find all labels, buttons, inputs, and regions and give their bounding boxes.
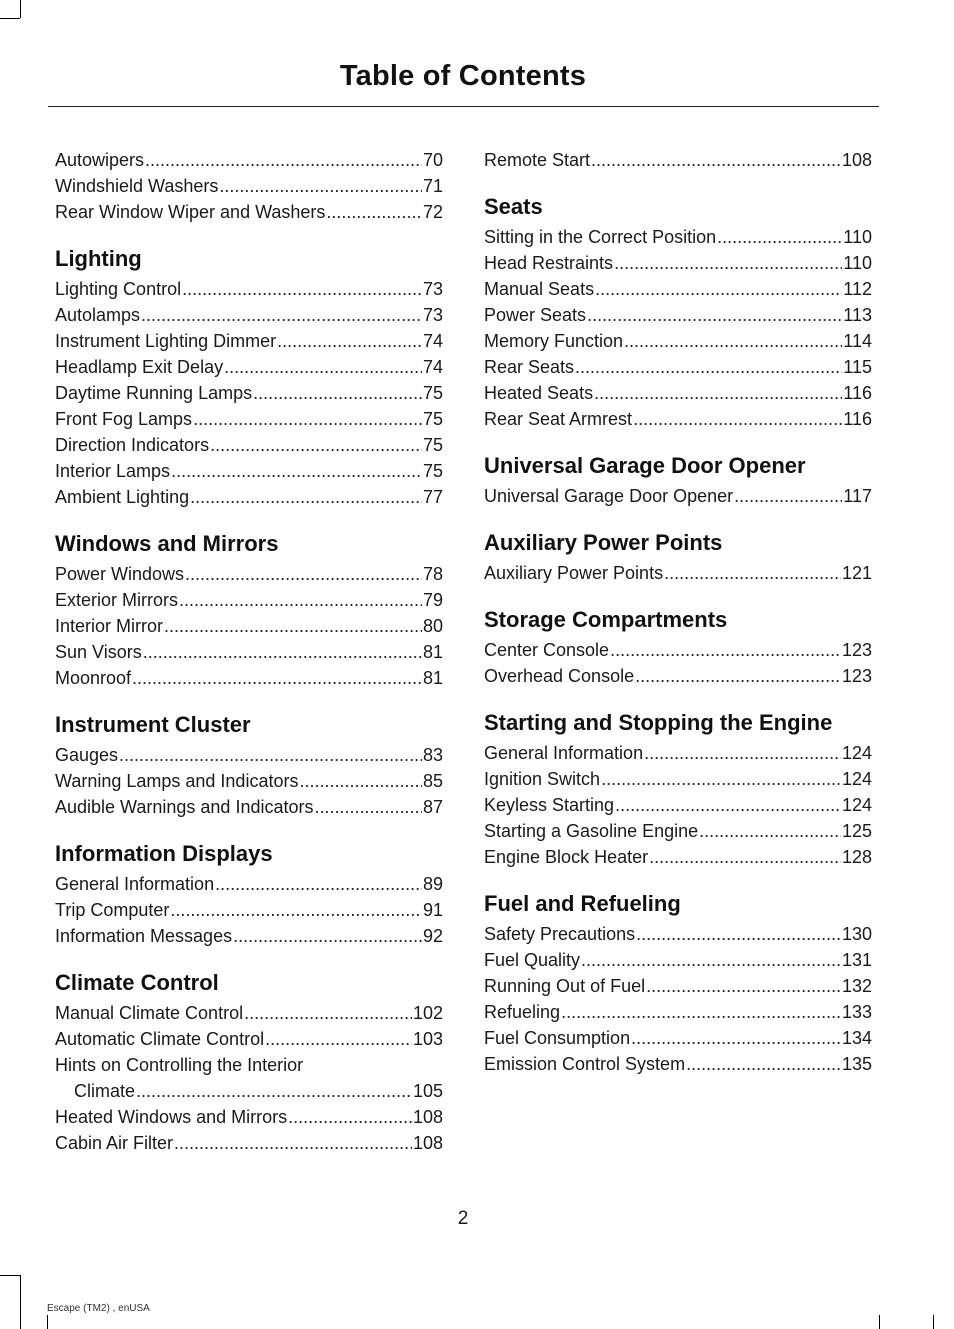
dot-leader [686, 1051, 841, 1077]
entry-page-number: 75 [422, 409, 443, 429]
toc-entry[interactable] [55, 794, 443, 820]
section-heading: Storage Compartments [484, 607, 728, 632]
entry-title: Fuel Consumption [484, 1028, 631, 1048]
entry-page-number: 87 [422, 797, 443, 817]
entry-title: Exterior Mirrors [55, 590, 179, 610]
entry-page-number: 77 [422, 487, 443, 507]
dot-leader [717, 224, 842, 250]
entry-title: Running Out of Fuel [484, 976, 646, 996]
entry-title: Ignition Switch [484, 769, 601, 789]
entry-page-number: 73 [422, 305, 443, 325]
page-number: 2 [457, 1208, 469, 1229]
entry-page-number: 133 [841, 1002, 872, 1022]
toc-entry[interactable] [55, 484, 443, 510]
entry-title: Lighting Control [55, 279, 182, 299]
toc-entry[interactable] [55, 1026, 443, 1052]
dot-leader [646, 973, 841, 999]
dot-leader [145, 147, 422, 173]
entry-title: General Information [55, 874, 215, 894]
toc-entry[interactable] [484, 302, 872, 328]
entry-page-number: 113 [843, 305, 872, 325]
dot-leader [265, 1026, 412, 1052]
crop-mark-bottom-left-horizontal [0, 1275, 20, 1276]
entry-title: Starting a Gasoline Engine [484, 821, 699, 841]
entry-title: Direction Indicators [55, 435, 210, 455]
dot-leader [594, 380, 842, 406]
toc-entry[interactable] [55, 613, 443, 639]
toc-entry[interactable] [55, 665, 443, 691]
dot-leader [581, 947, 841, 973]
toc-entry[interactable] [55, 199, 443, 225]
entry-title: Interior Mirror [55, 616, 164, 636]
toc-entry[interactable] [484, 663, 872, 689]
entry-title: Refueling [484, 1002, 561, 1022]
toc-entry[interactable] [484, 973, 872, 999]
dot-leader [164, 613, 422, 639]
entry-page-number: 75 [422, 461, 443, 481]
entry-page-number: 79 [422, 590, 443, 610]
toc-entry[interactable] [484, 483, 872, 509]
entry-title: Daytime Running Lamps [55, 383, 253, 403]
entry-page-number: 131 [841, 950, 872, 970]
entry-title: Sun Visors [55, 642, 142, 662]
dot-leader [143, 639, 422, 665]
entry-title: Windshield Washers [55, 176, 219, 196]
entry-page-number: 112 [843, 279, 872, 299]
toc-entry[interactable] [484, 947, 872, 973]
toc-section [484, 147, 872, 173]
dot-leader [601, 766, 841, 792]
entry-title: Keyless Starting [484, 795, 615, 815]
entry-title: Ambient Lighting [55, 487, 190, 507]
crop-mark-bottom-right-vertical [933, 1315, 934, 1329]
dot-leader [624, 328, 842, 354]
entry-title: General Information [484, 743, 644, 763]
dot-leader [277, 328, 422, 354]
toc-entry[interactable] [55, 406, 443, 432]
dot-leader [136, 1078, 412, 1104]
toc-section [484, 531, 872, 586]
toc-entry[interactable] [484, 637, 872, 663]
entry-page-number: 92 [422, 926, 443, 946]
toc-section [55, 842, 443, 949]
entry-page-number: 124 [841, 743, 872, 763]
entry-title: Auxiliary Power Points [484, 563, 664, 583]
entry-page-number: 102 [412, 1003, 443, 1023]
entry-title: Headlamp Exit Delay [55, 357, 224, 377]
entry-title: Head Restraints [484, 253, 614, 273]
toc-entry[interactable] [55, 458, 443, 484]
entry-page-number: 70 [422, 150, 443, 170]
dot-leader [219, 173, 422, 199]
dot-leader [615, 792, 841, 818]
entry-title: Instrument Lighting Dimmer [55, 331, 277, 351]
toc-entry[interactable] [55, 147, 443, 173]
crop-mark-bottom-left-tick [47, 1315, 48, 1329]
entry-page-number: 114 [843, 331, 872, 351]
dot-leader [224, 354, 422, 380]
entry-page-number: 108 [412, 1107, 443, 1127]
entry-title: Memory Function [484, 331, 624, 351]
entry-page-number: 78 [422, 564, 443, 584]
toc-entry[interactable] [55, 1130, 443, 1156]
toc-entry[interactable] [55, 897, 443, 923]
entry-page-number: 116 [843, 383, 872, 403]
entry-title: Overhead Console [484, 666, 635, 686]
toc-entry[interactable] [55, 328, 443, 354]
dot-leader [210, 432, 422, 458]
entry-title: Autowipers [55, 150, 145, 170]
toc-entry[interactable] [55, 561, 443, 587]
toc-section [484, 892, 872, 1077]
entry-title: Information Messages [55, 926, 233, 946]
entry-page-number: 81 [422, 668, 443, 688]
toc-entry[interactable] [484, 1051, 872, 1077]
entry-page-number: 74 [422, 357, 443, 377]
entry-title: Rear Window Wiper and Washers [55, 202, 326, 222]
dot-leader [179, 587, 422, 613]
entry-page-number: 110 [843, 227, 872, 247]
toc-section [55, 713, 443, 820]
entry-page-number: 124 [841, 795, 872, 815]
dot-leader [699, 818, 841, 844]
entry-page-number: 83 [422, 745, 443, 765]
toc-entry[interactable] [484, 844, 872, 870]
entry-title: Manual Climate Control [55, 1003, 244, 1023]
entry-page-number: 75 [422, 383, 443, 403]
entry-title: Center Console [484, 640, 610, 660]
entry-title: Front Fog Lamps [55, 409, 193, 429]
toc-entry[interactable] [55, 871, 443, 897]
entry-page-number: 110 [843, 253, 872, 273]
entry-page-number: 115 [843, 357, 872, 377]
entry-title: Sitting in the Correct Position [484, 227, 717, 247]
toc-entry[interactable] [55, 1104, 443, 1130]
toc-entry[interactable] [55, 768, 443, 794]
toc-entry[interactable] [484, 999, 872, 1025]
entry-page-number: 71 [422, 176, 443, 196]
dot-leader [170, 897, 422, 923]
entry-page-number: 128 [841, 847, 872, 867]
entry-title: Automatic Climate Control [55, 1029, 265, 1049]
dot-leader [734, 483, 842, 509]
toc-entry[interactable] [484, 792, 872, 818]
entry-page-number: 91 [422, 900, 443, 920]
toc-entry[interactable] [55, 923, 443, 949]
toc-entry[interactable] [484, 224, 872, 250]
dot-leader [326, 199, 422, 225]
toc-entry[interactable] [484, 406, 872, 432]
toc-entry[interactable] [55, 276, 443, 302]
dot-leader [288, 1104, 412, 1130]
section-heading: Auxiliary Power Points [484, 530, 723, 555]
entry-page-number: 134 [841, 1028, 872, 1048]
toc-entry[interactable] [55, 1000, 443, 1026]
entry-page-number: 121 [841, 563, 872, 583]
dot-leader [193, 406, 422, 432]
toc-entry[interactable] [484, 921, 872, 947]
entry-page-number: 108 [412, 1133, 443, 1153]
dot-leader [141, 302, 422, 328]
entry-title: Trip Computer [55, 900, 170, 920]
dot-leader [182, 276, 422, 302]
entry-title: Power Seats [484, 305, 587, 325]
dot-leader [591, 147, 841, 173]
toc-entry[interactable] [55, 1052, 443, 1104]
dot-leader [644, 740, 841, 766]
dot-leader [649, 844, 841, 870]
toc-section [484, 454, 872, 509]
page-title: Table of Contents [339, 60, 587, 92]
dot-leader [119, 742, 422, 768]
toc-entry[interactable] [55, 173, 443, 199]
entry-page-number: 85 [422, 771, 443, 791]
entry-title: Audible Warnings and Indicators [55, 797, 314, 817]
entry-title-continuation-line [55, 1078, 443, 1104]
entry-title: Gauges [55, 745, 119, 765]
entry-title: Rear Seat Armrest [484, 409, 633, 429]
entry-page-number: 117 [843, 486, 872, 506]
entry-page-number: 123 [841, 640, 872, 660]
dot-leader [314, 794, 421, 820]
toc-entry[interactable] [484, 380, 872, 406]
dot-leader [631, 1025, 841, 1051]
entry-page-number: 103 [412, 1029, 443, 1049]
entry-page-number: 130 [841, 924, 872, 944]
entry-page-number: 89 [422, 874, 443, 894]
dot-leader [635, 663, 841, 689]
toc-entry[interactable] [484, 354, 872, 380]
entry-title: Emission Control System [484, 1054, 686, 1074]
toc-entry[interactable] [484, 328, 872, 354]
dot-leader [636, 921, 841, 947]
toc-entry[interactable] [55, 639, 443, 665]
entry-title: Hints on Controlling the Interior [55, 1055, 304, 1075]
toc-right-column [484, 147, 872, 1099]
section-heading: Climate Control [55, 970, 219, 995]
toc-entry[interactable] [484, 818, 872, 844]
crop-mark-bottom-right-tick [879, 1315, 880, 1329]
toc-entry[interactable] [484, 560, 872, 586]
toc-entry[interactable] [55, 432, 443, 458]
entry-title: Fuel Quality [484, 950, 581, 970]
entry-title: Rear Seats [484, 357, 575, 377]
dot-leader [633, 406, 842, 432]
entry-page-number: 73 [422, 279, 443, 299]
dot-leader [174, 1130, 412, 1156]
section-heading: Lighting [55, 246, 142, 271]
toc-entry[interactable] [55, 587, 443, 613]
entry-title: Cabin Air Filter [55, 1133, 174, 1153]
entry-page-number: 123 [841, 666, 872, 686]
entry-title: Manual Seats [484, 279, 595, 299]
toc-section [55, 532, 443, 691]
section-heading: Information Displays [55, 841, 273, 866]
toc-section [55, 247, 443, 510]
section-heading: Fuel and Refueling [484, 891, 681, 916]
dot-leader [215, 871, 422, 897]
entry-title: Engine Block Heater [484, 847, 649, 867]
entry-title: Heated Seats [484, 383, 594, 403]
dot-leader [595, 276, 842, 302]
entry-page-number: 116 [843, 409, 872, 429]
dot-leader [614, 250, 842, 276]
entry-title: Warning Lamps and Indicators [55, 771, 299, 791]
entry-page-number: 72 [422, 202, 443, 222]
entry-title: Heated Windows and Mirrors [55, 1107, 288, 1127]
section-heading: Universal Garage Door Opener [484, 453, 806, 478]
dot-leader [587, 302, 842, 328]
toc-entry[interactable] [484, 276, 872, 302]
entry-page-number: 74 [422, 331, 443, 351]
entry-page-number: 75 [422, 435, 443, 455]
dot-leader [185, 561, 422, 587]
section-heading: Starting and Stopping the Engine [484, 710, 833, 735]
crop-mark-top-left-vertical [20, 0, 21, 18]
toc-entry[interactable] [484, 250, 872, 276]
entry-page-number: 81 [422, 642, 443, 662]
entry-page-number: 132 [841, 976, 872, 996]
crop-mark-bottom-left-vertical [20, 1275, 21, 1329]
toc-entry[interactable] [55, 742, 443, 768]
section-heading: Windows and Mirrors [55, 531, 279, 556]
toc-section [484, 711, 872, 870]
entry-page-number: 80 [422, 616, 443, 636]
crop-mark-top-left-horizontal [0, 18, 20, 19]
section-heading: Instrument Cluster [55, 712, 251, 737]
dot-leader [299, 768, 422, 794]
toc-entry[interactable] [55, 302, 443, 328]
toc-section [55, 971, 443, 1156]
dot-leader [190, 484, 422, 510]
title-divider [48, 106, 879, 107]
entry-page-number: 108 [841, 150, 872, 170]
entry-title: Power Windows [55, 564, 185, 584]
entry-page-number: 135 [841, 1054, 872, 1074]
toc-section [55, 147, 443, 225]
toc-entry[interactable] [55, 354, 443, 380]
entry-title: Remote Start [484, 150, 591, 170]
dot-leader [132, 665, 422, 691]
entry-title: Moonroof [55, 668, 132, 688]
dot-leader [253, 380, 422, 406]
dot-leader [610, 637, 841, 663]
dot-leader [244, 1000, 412, 1026]
entry-title-continuation: Climate [74, 1081, 136, 1101]
dot-leader [171, 458, 422, 484]
entry-title: Universal Garage Door Opener [484, 486, 734, 506]
dot-leader [575, 354, 842, 380]
entry-page-number: 125 [841, 821, 872, 841]
toc-section [484, 608, 872, 689]
toc-entry[interactable] [484, 147, 872, 173]
toc-section [484, 195, 872, 432]
toc-left-column [55, 147, 443, 1178]
toc-entry[interactable] [484, 766, 872, 792]
toc-entry[interactable] [55, 380, 443, 406]
dot-leader [664, 560, 841, 586]
toc-entry[interactable] [484, 740, 872, 766]
entry-page-number: 105 [412, 1081, 443, 1101]
entry-title: Interior Lamps [55, 461, 171, 481]
toc-entry[interactable] [484, 1025, 872, 1051]
section-heading: Seats [484, 194, 543, 219]
entry-page-number: 124 [841, 769, 872, 789]
footer-text: Escape (TM2) , enUSA [47, 1303, 150, 1314]
dot-leader [561, 999, 841, 1025]
entry-title: Autolamps [55, 305, 141, 325]
dot-leader [233, 923, 422, 949]
entry-title: Safety Precautions [484, 924, 636, 944]
